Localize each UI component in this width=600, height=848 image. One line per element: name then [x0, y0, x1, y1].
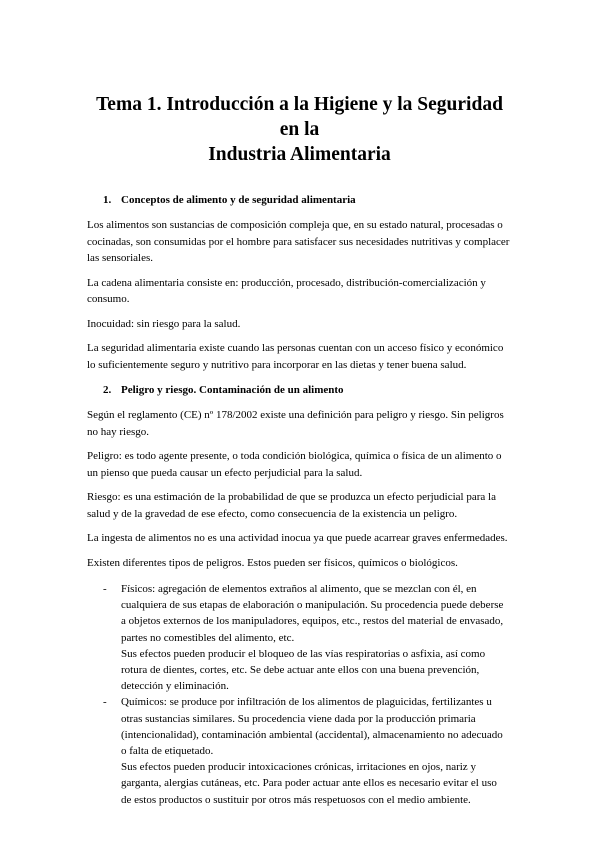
text-line: lo suficientemente seguro y nutritivo para incorporar en las dietas y tener buena salud.: [87, 358, 467, 371]
text-line: de estos productos o sustituir por otros más respetuosos con el medio ambiente.: [121, 793, 471, 806]
section-2-paragraph-4: [87, 530, 512, 547]
section-1-heading: [87, 193, 512, 207]
section-1-title: Conceptos de alimento y de seguridad alimentaria: [121, 194, 356, 206]
list-bullet: -: [103, 696, 107, 709]
section-1-paragraph-4: [87, 340, 512, 373]
text-line: La seguridad alimentaria existe cuando las personas cuentan con un acceso físico y económico: [87, 342, 504, 354]
text-line: Los alimentos son sustancias de composición compleja que, en su estado natural, procesadas o: [87, 219, 503, 231]
section-1-paragraph-1: [87, 217, 512, 267]
text-line: no hay riesgo.: [87, 425, 150, 438]
text-line: Inocuidad: sin riesgo para la salud.: [87, 317, 241, 330]
text-line: o falta de etiquetado.: [121, 745, 214, 758]
text-line: (intencionalidad), contaminación ambiental (accidental), almacenamiento no adecuado: [121, 728, 503, 741]
text-line: partes no comestibles del alimento, etc.: [121, 631, 295, 644]
list-item-body: [121, 581, 503, 694]
text-line: cualquiera de sus etapas de elaboración o manipulación. Su procedencia puede deberse: [121, 599, 504, 612]
text-line: Riesgo: es una estimación de la probabilidad de que se produzca un efecto perjudicial para la: [87, 491, 496, 503]
text-line: Químicos: se produce por infiltración de los alimentos de plaguicidas, fertilizantes u: [121, 696, 492, 709]
section-2-paragraph-3: [87, 489, 512, 522]
text-line: salud y de la gravedad de ese efecto, como consecuencia de la existencia un peligro.: [87, 507, 458, 520]
text-line: Existen diferentes tipos de peligros. Estos pueden ser físicos, químicos o biológicos.: [87, 556, 458, 569]
section-2-paragraph-5: [87, 555, 512, 572]
text-line: las sensoriales.: [87, 252, 153, 264]
text-line: otras sustancias similares. Su procedencia viene dada por la producción primaria: [121, 712, 476, 725]
text-line: Según el reglamento (CE) nº 178/2002 existe una definición para peligro y riesgo. Sin peligros: [87, 409, 504, 421]
text-line: a objetos externos de los manipuladores, equipos, etc., restos del material de envasado,: [121, 615, 504, 628]
text-line: La cadena alimentaria consiste en: producción, procesado, distribución-comercialización y: [87, 276, 486, 289]
list-item-body: [121, 694, 503, 807]
text-line: garganta, alergias cutáneas, etc. Para poder actuar ante ellos es necesario evitar el uso: [121, 777, 497, 790]
section-2-paragraph-2: [87, 448, 512, 481]
text-line: Sus efectos pueden producir intoxicaciones crónicas, irritaciones en ojos, nariz y: [121, 761, 476, 774]
text-line: un pienso que pueda causar un efecto perjudicial para la salud.: [87, 466, 363, 479]
text-line: Peligro: es todo agente presente, o toda condición biológica, química o física de un alimento o: [87, 450, 502, 462]
text-line: cocinadas, son consumidas por el hombre para satisfacer sus necesidades nutritivas y complacer: [87, 235, 510, 248]
text-line: Sus efectos pueden producir el bloqueo de las vías respiratorias o asfixia, así como: [121, 647, 486, 660]
section-1-number: 1.: [103, 194, 112, 206]
text-line: La ingesta de alimentos no es una actividad inocua ya que puede acarrear graves enfermedades.: [87, 532, 508, 544]
text-line: detección y eliminación.: [121, 680, 229, 693]
section-2-title: Peligro y riesgo. Contaminación de un alimento: [121, 384, 344, 396]
section-2-number: 2.: [103, 384, 112, 396]
list-bullet: -: [103, 583, 107, 595]
list-item: [87, 581, 512, 694]
section-1-paragraph-3: [87, 316, 512, 333]
document-title: [87, 92, 512, 167]
title-line-2: Industria Alimentaria: [208, 144, 391, 165]
section-2-paragraph-1: [87, 407, 512, 440]
hazard-list: [87, 581, 512, 808]
text-line: Físicos: agregación de elementos extraños al alimento, que se mezclan con él, en: [121, 583, 477, 595]
section-1-paragraph-2: [87, 275, 512, 308]
section-2-heading: [87, 383, 512, 397]
text-line: consumo.: [87, 293, 130, 305]
text-line: rotura de dientes, cortes, etc. Se debe actuar ante ellos con una buena prevención,: [121, 664, 480, 677]
title-line-1: Tema 1. Introducción a la Higiene y la Seguridad en la: [96, 94, 503, 140]
list-item: [87, 694, 512, 807]
